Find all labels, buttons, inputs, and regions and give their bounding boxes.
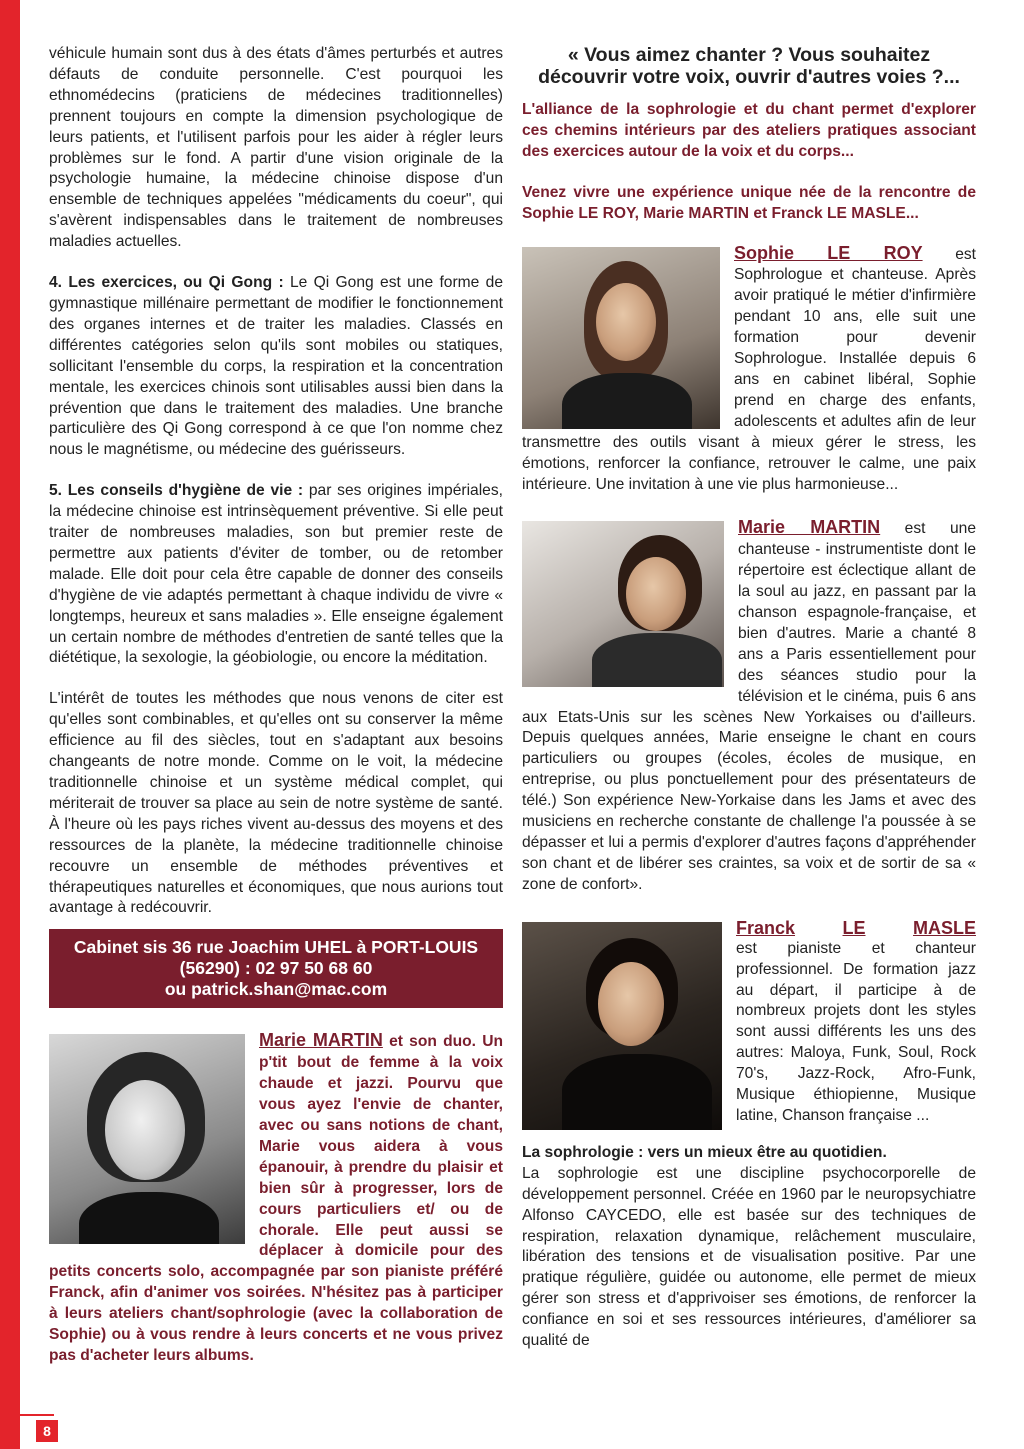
franck-photo	[522, 922, 722, 1130]
venez-paragraph: Venez vivre une expérience unique née de la rencontre de Sophie LE ROY, Marie MARTIN et Franck LE MASLE...	[522, 183, 976, 222]
qigong-label: 4. Les exercices, ou Qi Gong :	[49, 274, 284, 292]
contact-email[interactable]: ou patrick.shan@mac.com	[164, 979, 388, 1000]
sophrologie-text: La sophrologie est une discipline psychocorporelle de développement personnel. Créée en 1960 par le neuropsychiatre Alfonso CAYCEDO, elle est basée sur des techniques de respiration, relaxation dynamique, relâchement musculaire, libération des tensions et de visualisation positive. Par une pratique régulière, guidée ou autonome, elle permet de mieux gérer son stress et d'apprivoiser ses émotions, de renforcer la confiance en soi et ses ressources intérieures, d'améliorer sa qualité de	[522, 1164, 976, 1350]
sophie-photo	[522, 247, 720, 429]
contact-box	[49, 929, 503, 1008]
sophie-block	[522, 243, 976, 496]
franck-name-last: MASLE	[912, 917, 976, 938]
marie-duo-name: Marie MARTIN	[259, 1030, 383, 1051]
franck-block	[522, 918, 976, 1127]
marie-body: est une chanteuse - instrumentiste dont le répertoire est éclectique allant de la soul au jazz, en passant par la chanson espagnole-française, et bien d'autres. Marie a chanté 8 ans a Paris essentiellement pour des séances studio pour la télévision et le cinéma, puis 6 ans aux Etats-Unis sur les scènes New Yorkaises ou d'ailleurs. Depuis quelques années, Marie enseigne le chant en cours particuliers ou groupes (écoles, écoles de musique, en entreprise, ou plus ponctuellement pour des présentateurs de télé.) Son expérience New-Yorkaise dans les Jams et avec des musiciens en recherche constante de challenge l'a poussée à se dépasser et lui a permis d'explorer d'autres façons d'appréhender son chant et de libérer ses craintes, sa voix et de sortir de sa « zone de confort».	[522, 520, 977, 893]
marie-duo-photo	[49, 1034, 245, 1244]
contact-phone: (56290) : 02 97 50 68 60	[179, 958, 373, 979]
franck-name-mid: LE	[842, 917, 866, 938]
franck-text: est pianiste et chanteur professionnel. De formation jazz au départ, il participe à de nombreux projets dont les styles sont aussi différents les uns des autres: Maloya, Funk, Soul, Rock 70's, Jazz-Rock, Afro-Funk, Musique éthiopienne, Musique latine, Chanson française ...	[736, 939, 976, 1124]
franck-name-first: Franck	[736, 917, 796, 938]
page-edge-bar	[0, 0, 20, 1449]
page-tick	[20, 1414, 54, 1416]
qigong-paragraph	[49, 273, 503, 461]
marie-duo-body: et son duo. Un p'tit bout de femme à la voix chaude et jazzi. Pourvu que vous ayez l'envie de chanter, avec ou sans notions de chant, Marie vous aidera à vous épanouir, à prendre du plaisir et bien sûr à progresser, lors de cours particuliers et/ ou de chorale. Elle peut aussi se déplacer à domicile pour des petits concerts solo, accompagnée par son pianiste préféré Franck, afin d'animer vos soirées. N'hésitez pas à participer à leurs ateliers chant/sophrologie (avec la collaboration de Sophie) ou à vous rendre à leurs concerts et ne vous privez pas d'acheter leurs albums.	[49, 1033, 503, 1364]
marie-name: Marie MARTIN	[738, 517, 881, 538]
qigong-text: Le Qi Gong est une forme de gymnastique millénaire permettant de modifier le fonctionnement des organes internes et de traiter les maladies. Classés en différentes catégories selon qu'ils sont mobiles ou statiques, sollicitant l'ensemble du corps, la respiration et la concentration mentale, les exercices chinois sont utilisables aussi bien dans la prévention que dans le traitement des maladies. Une branche particulière des Qi Gong correspond à ce que l'on nomme chez nous le magnétisme, ou médecine des guérisseurs.	[49, 274, 504, 459]
sophrologie-title: La sophrologie : vers un mieux être au quotidien.	[522, 1143, 887, 1161]
hygiene-paragraph	[49, 481, 503, 669]
headline: « Vous aimez chanter ? Vous souhaitez découvrir votre voix, ouvrir d'autres voies ?...	[538, 44, 960, 88]
hygiene-text: par ses origines impériales, la médecine chinoise est intrinsèquement préventive. Si elle peut traiter de nombreuses maladies, son but premier reste de permettre aux patients d'éviter de tomber, ou de retomber malade. Elle doit pour cela être capable de donner des conseils d'hygiène de vie adaptés permettant à chaque individu de vivre « longtemps, heureux et sans maladies ». Elle enseigne également un certain nombre de méthodes d'entretien de santé telles que la diététique, la sexologie, la géobiologie, ou encore la méditation.	[49, 482, 503, 667]
contact-address: Cabinet sis 36 rue Joachim UHEL à PORT-LOUIS	[73, 937, 479, 958]
sophie-name: Sophie LE ROY	[734, 242, 923, 263]
sophrologie-block	[522, 1143, 976, 1352]
marie-photo	[522, 521, 724, 687]
right-column	[522, 44, 976, 1352]
marie-block	[522, 517, 976, 895]
marie-duo-block	[49, 1030, 503, 1367]
left-column	[49, 44, 503, 1367]
conclusion-paragraph: L'intérêt de toutes les méthodes que nous venons de citer est qu'elles sont combinables, et qu'elles ont su conserver la même efficience au fil des siècles, tout en s'adaptant aux besoins changeants de notre monde. Comme on le voit, la médecine traditionnelle chinoise et un système médical complet, qui mériterait de trouver sa place au sein de notre système de santé. À l'heure où les pays riches vivent au-dessus des moyens et des ressources de la planète, la médecine traditionnelle chinoise recouvre un ensemble de méthodes préventives et thérapeutiques naturelles et économiques, que nous aurions tout avantage à redécouvrir.	[49, 690, 503, 917]
sophie-body: est Sophrologue et chanteuse. Après avoir pratiqué le métier d'infirmière pendant 10 ans, elle suit une formation pour devenir Sophrologue. Installée depuis 6 ans en cabinet libéral, Sophie prend en charge des enfants, adolescents et adultes afin de leur transmettre des outils visant à mieux gérer le stress, les émotions, renforcer la confiance, retrouver le calme, une paix intérieure. Une invitation à une vie plus harmonieuse...	[522, 245, 976, 493]
franck-name-row	[736, 918, 976, 939]
hygiene-label: 5. Les conseils d'hygiène de vie :	[49, 482, 304, 500]
intro-paragraph: véhicule humain sont dus à des états d'âmes perturbés et autres défauts de conduite personnelle. C'est pourquoi les ethnomédecins (praticiens de médecines traditionnelles) prennent toujours en compte la dimension psychologique de leurs patients, et l'utilisent parfois pour les aider à régler leurs problèmes sur le fond. A partir d'une vision originale de la psychologie humaine, la médecine chinoise dispose d'un ensemble de techniques appelées "médicaments du coeur", qui s'avèrent indispensables dans le traitement de nombreuses maladies actuelles.	[49, 45, 503, 251]
page-number: 8	[36, 1420, 58, 1442]
alliance-paragraph: L'alliance de la sophrologie et du chant permet d'explorer ces chemins intérieurs par des ateliers pratiques associant des exercices autour de la voix et du corps...	[522, 101, 976, 160]
